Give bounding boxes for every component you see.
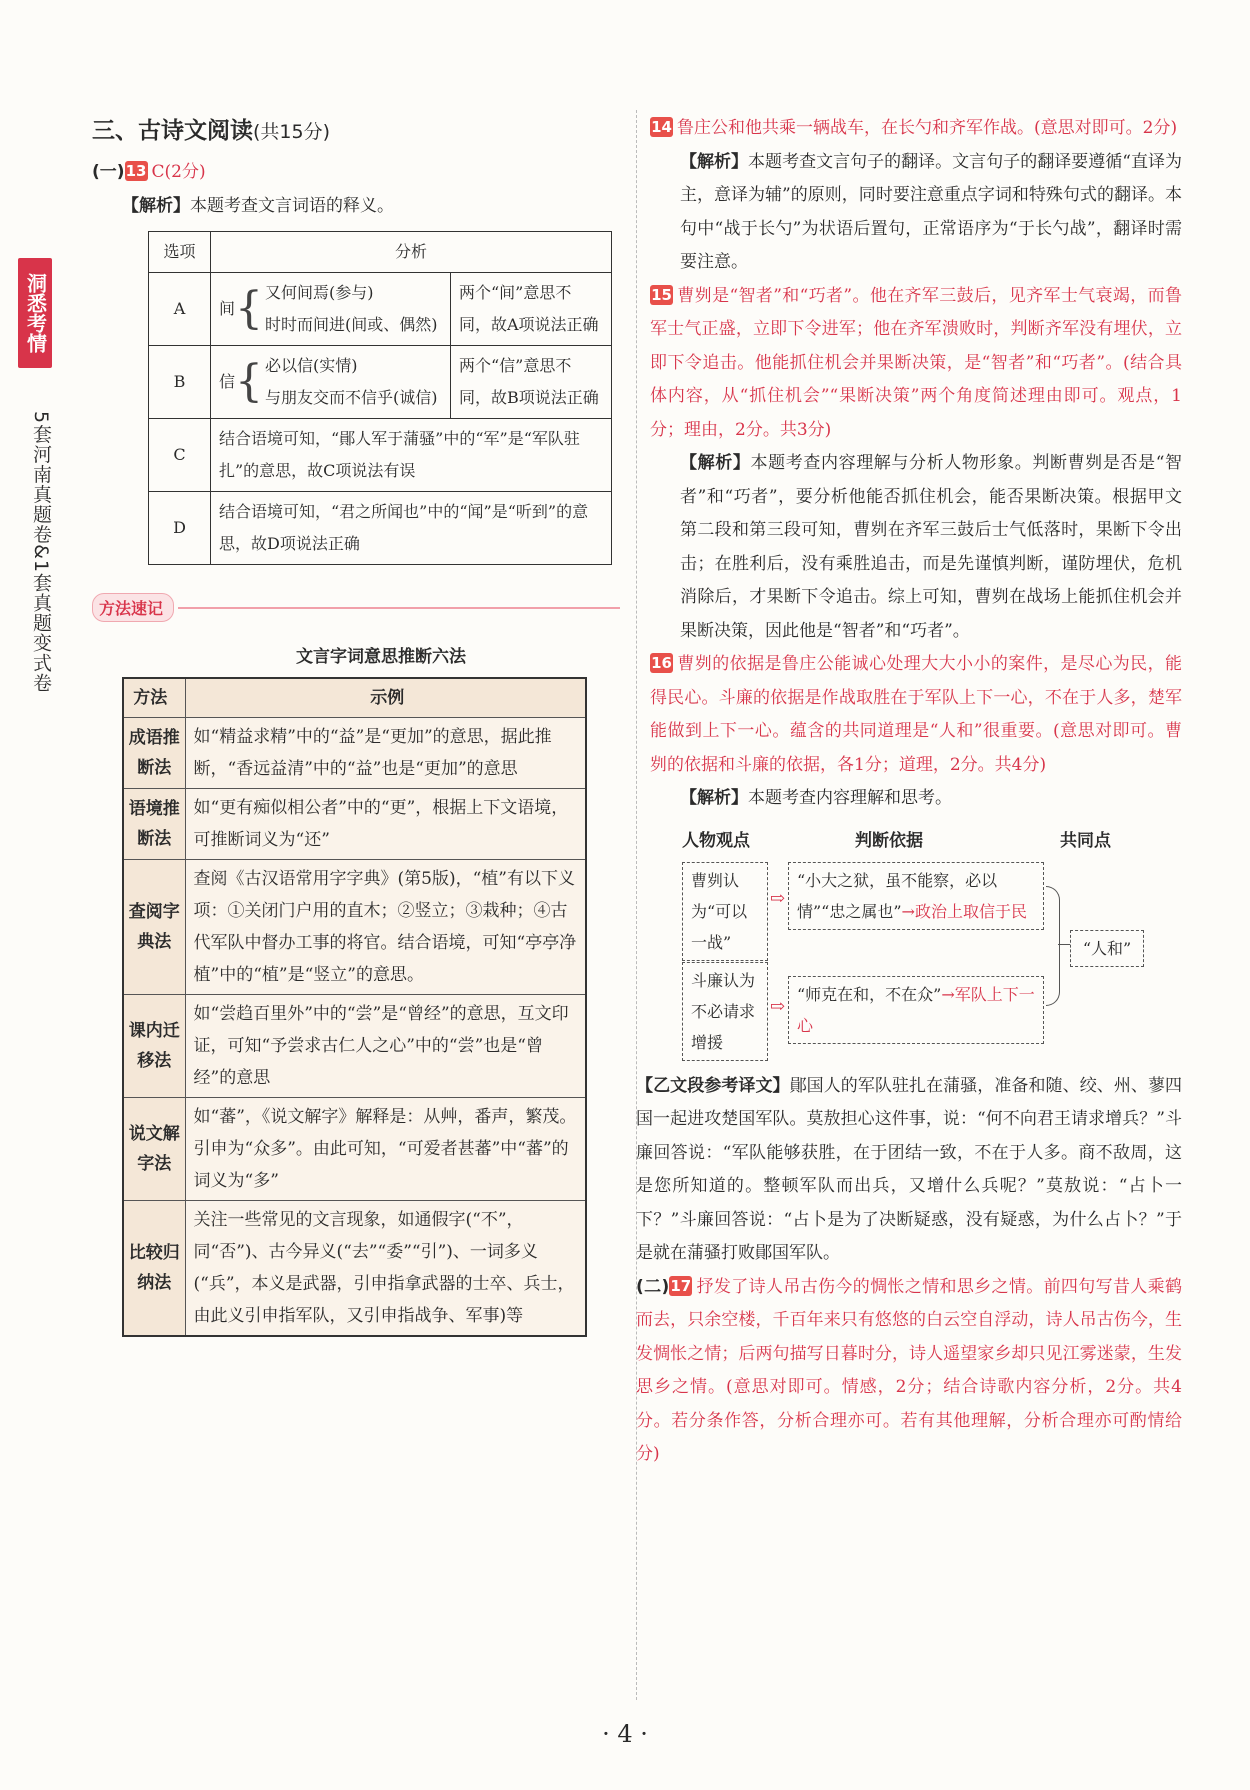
diagram-header: 判断依据 — [855, 830, 923, 851]
table-row: 比较归纳法 关注一些常见的文言现象，如通假字(“不”，同“否”)、古今异义(“去”“委”“引”)、一词多义(“兵”，本义是武器，引申指拿武器的士卒、兵士，由此义引申指军队，又引申指战争、军事)等 — [123, 1201, 586, 1337]
table-header: 示例 — [185, 678, 586, 718]
method-label: 方法速记 — [92, 593, 174, 622]
translation: 【乙文段参考译文】鄖国人的军队驻扎在蒲骚，准备和随、绞、州、蓼四国一起进攻楚国军队。莫敖担心这件事，说：“何不向君王请求增兵？”斗廉回答说：“军队能够获胜，在于团结一致，不在于人多。商不敌周，这是您所知道的。整顿军队而出兵，又增什么兵呢？”莫敖说：“占卜一下？”斗廉回答说：“占卜是为了决断疑惑，没有疑惑，为什么占卜？”于是就在蒲骚打败鄖国军队。 — [636, 1075, 1183, 1263]
q15-number: 15 — [651, 285, 672, 304]
option-analysis-table — [148, 231, 612, 565]
method-table-title: 文言字词意思推断六法 — [296, 647, 466, 667]
sidebar-tag: 洞悉考情 — [18, 258, 52, 368]
q14-answer: 14 鲁庄公和他共乘一辆战车，在长勺和齐军作战。(意思对即可。2分) — [651, 118, 1178, 138]
person-box-dou: 斗廉认为不必请求增援 — [682, 962, 768, 1061]
table-header: 方法 — [123, 678, 185, 718]
q13-answer: (一)13 C(2分) — [92, 162, 206, 182]
left-column — [92, 112, 620, 1337]
table-row: C 结合语境可知，“鄖人军于蒲骚”中的“军”是“军队驻扎”的意思，故C项说法有误 — [149, 419, 612, 492]
brace-line — [1046, 886, 1060, 1006]
common-box: “人和” — [1070, 930, 1144, 967]
table-header: 分析 — [211, 232, 612, 273]
q17-answer: (二)17 抒发了诗人吊古伤今的惆怅之情和思乡之情。前四句写昔人乘鹤而去，只余空楼，千百年来只有悠悠的白云空自浮动，诗人吊古伤今，生发惆怅之情；后两句描写日暮时分，诗人遥望家乡却只见江雾迷蒙，生发思乡之情。(意思对即可。情感，2分；结合诗歌内容分析，2分。共4分。若分条作答，分析合理亦可。若有其他理解，分析合理亦可酌情给分) — [636, 1276, 1183, 1464]
table-row: 查阅字典法 查阅《古汉语常用字字典》(第5版)，“植”有以下义项：①关闭门户用的直木；②竖立；③栽种；④古代军队中督办工事的将官。结合语境，可知“亭亭净植”中的“植”是“竖立”的意思。 — [123, 860, 586, 995]
q15-jiexi: 【解析】本题考查内容理解与分析人物形象。判断曹刿是否是“智者”和“巧者”，要分析他能否抓住机会，能否果断决策。根据甲文第二段和第三段可知，曹刿在齐军三鼓后士气低落时，果断下令出击；在胜利后，没有乘胜追击，而是先谨慎判断，谨防埋伏，危机消除后，才果断下令追击。综上可知，曹刿在战场上能抓住机会并果断决策，因此他是“智者”和“巧者”。 — [680, 453, 1183, 641]
table-row: 课内迁移法 如“尝趋百里外”中的“尝”是“曾经”的意思，互文印证，可知“予尝求古仁人之心”中的“尝”也是“曾经”的意思 — [123, 995, 586, 1098]
sidebar-subtitle: 5套河南真题卷&1套真题变式卷 — [30, 411, 52, 693]
section-title: 三、古诗文阅读(共15分) — [92, 118, 331, 144]
q16-answer: 16 曹刿的依据是鲁庄公能诚心处理大大小小的案件，是尽心为民，能得民心。斗廉的依据是作战取胜在于军队上下一心，不在于人多，楚军能做到上下一心。蕴含的共同道理是“人和”很重要。(意思对即可。曹刿的依据和斗廉的依据，各1分；道理，2分。共4分) — [650, 654, 1182, 775]
diagram-header: 共同点 — [1060, 830, 1111, 851]
q13-number: 13 — [125, 162, 147, 180]
table-row: B 信 { 必以信(实情) 与朋友交而不信乎(诚信) 两个“信”意思不同，故B项说法正确 — [149, 346, 612, 419]
reasoning-diagram: 人物观点 判断依据 共同点 曹刿认为“可以一战” ⇨ “小大之狱，虽不能察，必以情”“忠之属也”→政治上取信于民 斗廉认为不必请求增援 ⇨ “师克在和，不在众”→军队上下一心 “人和” — [650, 826, 1182, 1056]
person-box-cao: 曹刿认为“可以一战” — [682, 862, 768, 961]
table-row: 说文解字法 如“蕃”，《说文解字》解释是：从艸，番声，繁茂。引申为“众多”。由此可知，“可爱者甚蕃”中“蕃”的词义为“多” — [123, 1098, 586, 1201]
q14-jiexi: 【解析】本题考查文言句子的翻译。文言句子的翻译要遵循“直译为主，意译为辅”的原则，同时要注意重点字词和特殊句式的翻译。本句中“战于长勺”为状语后置句，正常语序为“于长勺战”，翻译时需要注意。 — [680, 151, 1182, 272]
q14-number: 14 — [651, 118, 672, 136]
method-banner — [92, 593, 620, 622]
table-header: 选项 — [149, 232, 211, 273]
table-row: A 间 { 又何间焉(参与) 时时而间进(间或、偶然) 两个“间”意思不同，故A项说法正确 — [149, 273, 612, 346]
evidence-box-dou: “师克在和，不在众”→军队上下一心 — [788, 976, 1044, 1044]
q16-jiexi: 【解析】本题考查内容理解和思考。 — [680, 788, 952, 808]
method-table — [122, 677, 587, 1337]
page-number: · 4 · — [602, 1720, 648, 1748]
table-row: 成语推断法 如“精益求精”中的“益”是“更加”的意思，据此推断，“香远益清”中的“益”也是“更加”的意思 — [123, 718, 586, 789]
right-column — [636, 112, 1183, 1472]
q15-answer: 15 曹刿是“智者”和“巧者”。他在齐军三鼓后，见齐军士气衰竭，而鲁军士气正盛，立即下令进军；他在齐军溃败时，判断齐军没有埋伏，立即下令追击。他能抓住机会并果断决策，是“智者”和“巧者”。(结合具体内容，从“抓住机会”“果断决策”两个角度简述理由即可。观点，1分；理由，2分。共3分) — [650, 285, 1182, 440]
q17-number: 17 — [670, 1276, 692, 1295]
table-row: 语境推断法 如“更有痴似相公者”中的“更”，根据上下文语境，可推断词义为“还” — [123, 789, 586, 860]
q13-jiexi: 【解析】本题考查文言词语的释义。 — [122, 196, 394, 216]
diagram-header: 人物观点 — [682, 830, 750, 851]
q16-number: 16 — [651, 654, 672, 672]
evidence-box-cao: “小大之狱，虽不能察，必以情”“忠之属也”→政治上取信于民 — [788, 862, 1044, 930]
sidebar-tab — [18, 258, 52, 722]
table-row: D 结合语境可知，“君之所闻也”中的“闻”是“听到”的意思，故D项说法正确 — [149, 492, 612, 565]
